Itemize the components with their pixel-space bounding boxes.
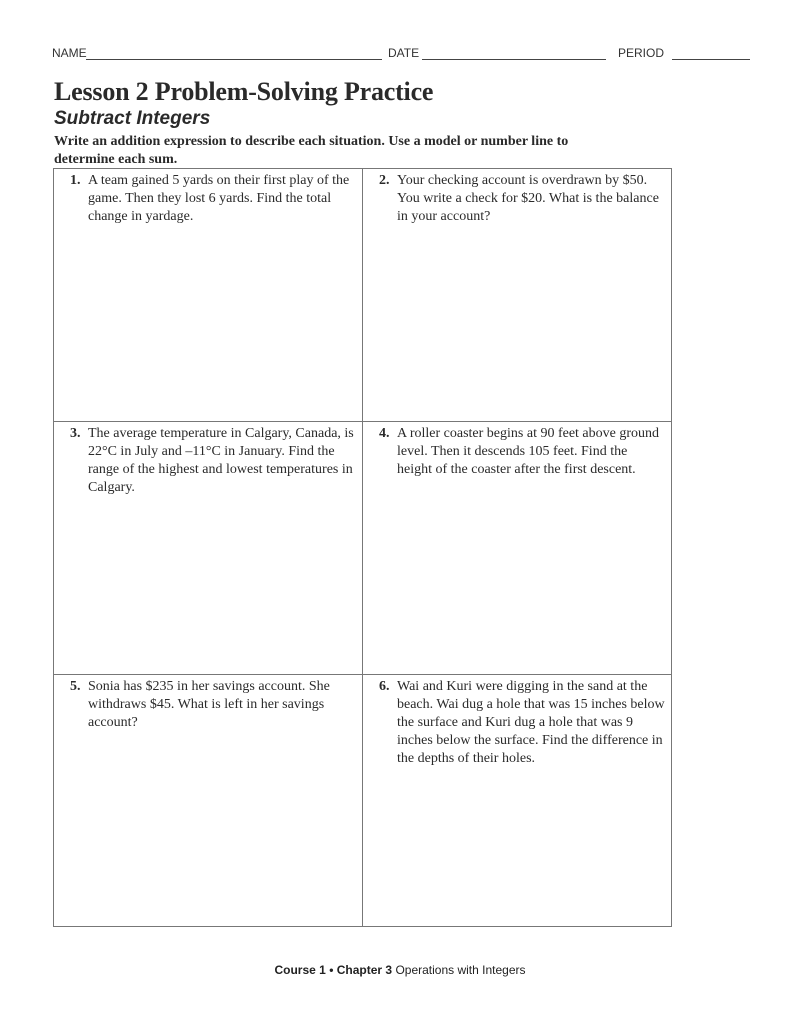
problem-number: 3. [70, 426, 81, 441]
problem-4 [379, 425, 665, 479]
problem-number: 1. [70, 173, 81, 188]
date-field[interactable] [422, 59, 606, 60]
problem-text: Sonia has $235 in her savings account. She withdraws $45. What is left in her savings account? [88, 679, 330, 730]
problem-text: A team gained 5 yards on their first play of the game. Then they lost 6 yards. Find the total change in yardage. [88, 173, 350, 224]
footer-course: Course 1 [274, 963, 326, 977]
problem-number: 2. [379, 173, 390, 188]
problem-text: Wai and Kuri were digging in the sand at the beach. Wai dug a hole that was 15 inches below the surface and Kuri dug a hole that was 9 inches below the surface. Find the difference in the depths of their holes. [397, 679, 665, 766]
problem-3 [70, 425, 356, 497]
problem-1 [70, 172, 356, 226]
problem-2 [379, 172, 665, 226]
problem-cell-4[interactable] [363, 422, 671, 675]
problem-5 [70, 678, 356, 732]
footer-chapter: Chapter 3 [336, 963, 393, 977]
problem-number: 5. [70, 679, 81, 694]
name-field[interactable] [86, 59, 382, 60]
problem-text: A roller coaster begins at 90 feet above ground level. Then it descends 105 feet. Find the height of the coaster after the first descent. [397, 426, 660, 477]
lesson-subtitle: Subtract Integers [54, 108, 211, 129]
problem-number: 6. [379, 679, 390, 694]
date-label: DATE [388, 46, 420, 60]
period-label: PERIOD [618, 46, 665, 60]
problem-text: Your checking account is overdrawn by $50. You write a check for $20. What is the balance in your account? [397, 173, 659, 224]
problem-grid [53, 168, 672, 927]
lesson-title: Lesson 2 Problem-Solving Practice [54, 77, 434, 106]
period-field[interactable] [672, 59, 750, 60]
instructions: Write an addition expression to describe each situation. Use a model or number line to determine each sum. [54, 134, 569, 167]
name-label: NAME [52, 46, 87, 60]
footer-bullet: • [329, 963, 334, 977]
problem-cell-5[interactable] [54, 675, 363, 926]
problem-cell-3[interactable] [54, 422, 363, 675]
problem-cell-6[interactable] [363, 675, 671, 926]
page-footer [0, 963, 800, 977]
problem-cell-2[interactable] [363, 169, 671, 422]
problem-text: The average temperature in Calgary, Canada, is 22°C in July and –11°C in January. Find the range of the highest and lowest temperatures in Calgary. [88, 426, 354, 495]
problem-6 [379, 678, 665, 768]
problem-number: 4. [379, 426, 390, 441]
footer-chapter-title: Operations with Integers [395, 963, 526, 977]
problem-cell-1[interactable] [54, 169, 363, 422]
student-info-header [52, 46, 752, 62]
